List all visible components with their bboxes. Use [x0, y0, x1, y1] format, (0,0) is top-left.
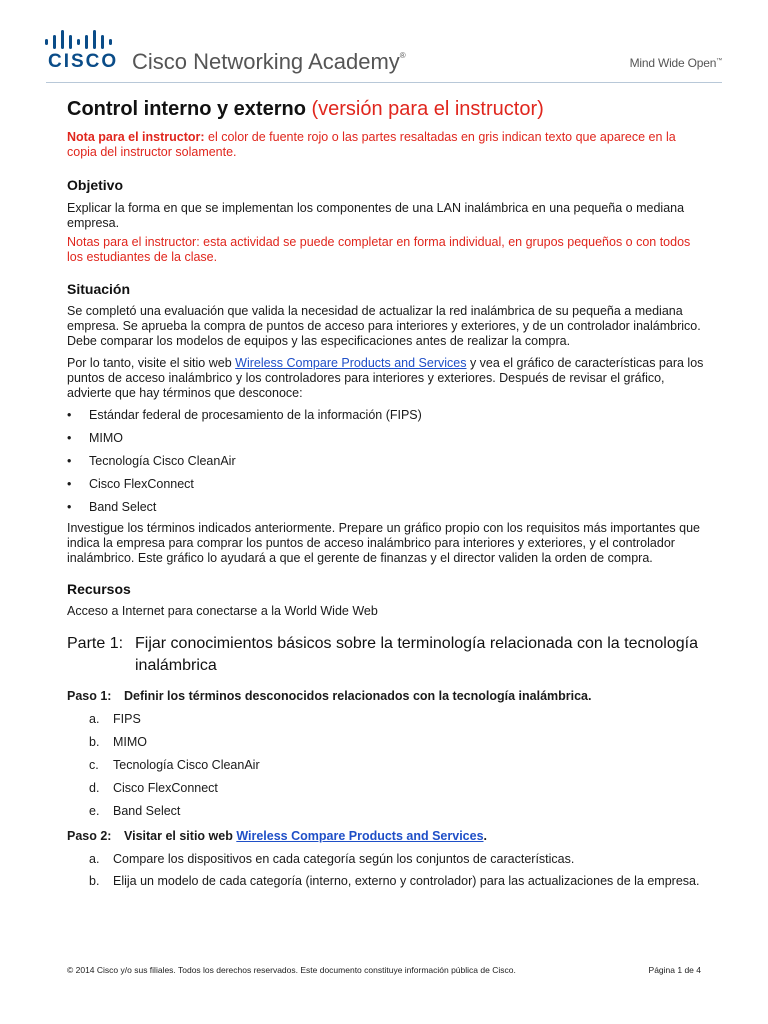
list-item: • Estándar federal de procesamiento de la información (FIPS): [67, 408, 422, 422]
recursos-text: Acceso a Internet para conectarse a la World Wide Web: [67, 604, 378, 618]
paso-2-heading: Paso 2: Visitar el sitio web Wireless Compare Products and Services.: [67, 829, 488, 843]
parte-1-heading: Parte 1: Fijar conocimientos básicos sobre la terminología relacionada con la tecnología inalámbrica: [67, 635, 698, 674]
document-title: Control interno y externo (versión para el instructor): [67, 98, 544, 120]
instructor-note: Nota para el instructor: el color de fuente rojo o las partes resaltadas en gris indican texto que aparece en la copia del instructor solamente.: [67, 130, 676, 159]
list-item: b. MIMO: [89, 735, 148, 749]
page-number: Página 1 de 4: [648, 965, 701, 975]
list-item: • Band Select: [67, 500, 157, 514]
copyright-text: © 2014 Cisco y/o sus filiales. Todos los derechos reservados. Este documento constituye información pública de Cisco.: [67, 965, 516, 975]
header-divider: [46, 82, 722, 83]
tagline: Mind Wide Open™: [629, 56, 722, 70]
list-item: • Tecnología Cisco CleanAir: [67, 454, 236, 468]
list-item: a. FIPS: [89, 712, 141, 726]
academy-name: Cisco Networking Academy®: [132, 49, 406, 74]
instructor-version-label: (versión para el instructor): [311, 98, 544, 120]
list-item: c. Tecnología Cisco CleanAir: [89, 758, 260, 772]
page-footer: [67, 965, 701, 975]
unknown-terms-list: [67, 408, 707, 515]
document-body: [67, 96, 707, 889]
cisco-wordmark: CISCO: [48, 51, 119, 72]
paso-2-list: [67, 852, 707, 889]
objetivo-heading: Objetivo: [67, 177, 124, 193]
situacion-paragraph-1: Se completó una evaluación que valida la necesidad de actualizar la red inalámbrica de su pequeña a mediana empresa. Se aprueba la compra de puntos de acceso para interiores y exteriores, y de un controlador inalámbrico. Debe comparar los modelos de equipos y las especificaciones antes de realizar la compra.: [67, 304, 701, 348]
page-header: [0, 0, 768, 80]
situacion-paragraph-2: Por lo tanto, visite el sitio web Wireless Compare Products and Services y vea el gráfico de características para los puntos de acceso inalámbrico y los controladores para interiores y exteriores. Después de revisar el gráfico, advierte que hay términos que desconoce:: [67, 356, 704, 400]
situacion-heading: Situación: [67, 281, 131, 297]
wireless-compare-link[interactable]: Wireless Compare Products and Services: [235, 356, 467, 370]
list-item: a. Compare los dispositivos en cada categoría según los conjuntos de características.: [89, 852, 575, 866]
list-item: • Cisco FlexConnect: [67, 477, 194, 491]
objetivo-instructor-note: Notas para el instructor: esta actividad se puede completar en forma individual, en grupos pequeños o con todos los estudiantes de la clase.: [67, 235, 691, 264]
list-item: e. Band Select: [89, 804, 181, 818]
wireless-compare-step-link[interactable]: Wireless Compare Products and Services: [236, 829, 484, 843]
list-item: • MIMO: [67, 431, 124, 445]
list-item: b. Elija un modelo de cada categoría (interno, externo y controlador) para las actualizaciones de la empresa.: [89, 874, 700, 888]
paso-1-heading: Paso 1: Definir los términos desconocidos relacionados con la tecnología inalámbrica.: [67, 689, 592, 703]
paso-1-list: [67, 712, 707, 819]
recursos-heading: Recursos: [67, 581, 131, 597]
list-item: d. Cisco FlexConnect: [89, 781, 218, 795]
situacion-paragraph-3: Investigue los términos indicados anteriormente. Prepare un gráfico propio con los requisitos más importantes que indica la empresa para comprar los puntos de acceso inalámbrico para interiores y exteriores, y el controlador inalámbrico. Este gráfico lo ayudará a que el gerente de finanzas y el director validen la orden de compra.: [67, 521, 700, 565]
cisco-bridge-logo-icon: [45, 30, 113, 50]
objetivo-text: Explicar la forma en que se implementan los componentes de una LAN inalámbrica en una pequeña o mediana empresa.: [67, 201, 685, 230]
